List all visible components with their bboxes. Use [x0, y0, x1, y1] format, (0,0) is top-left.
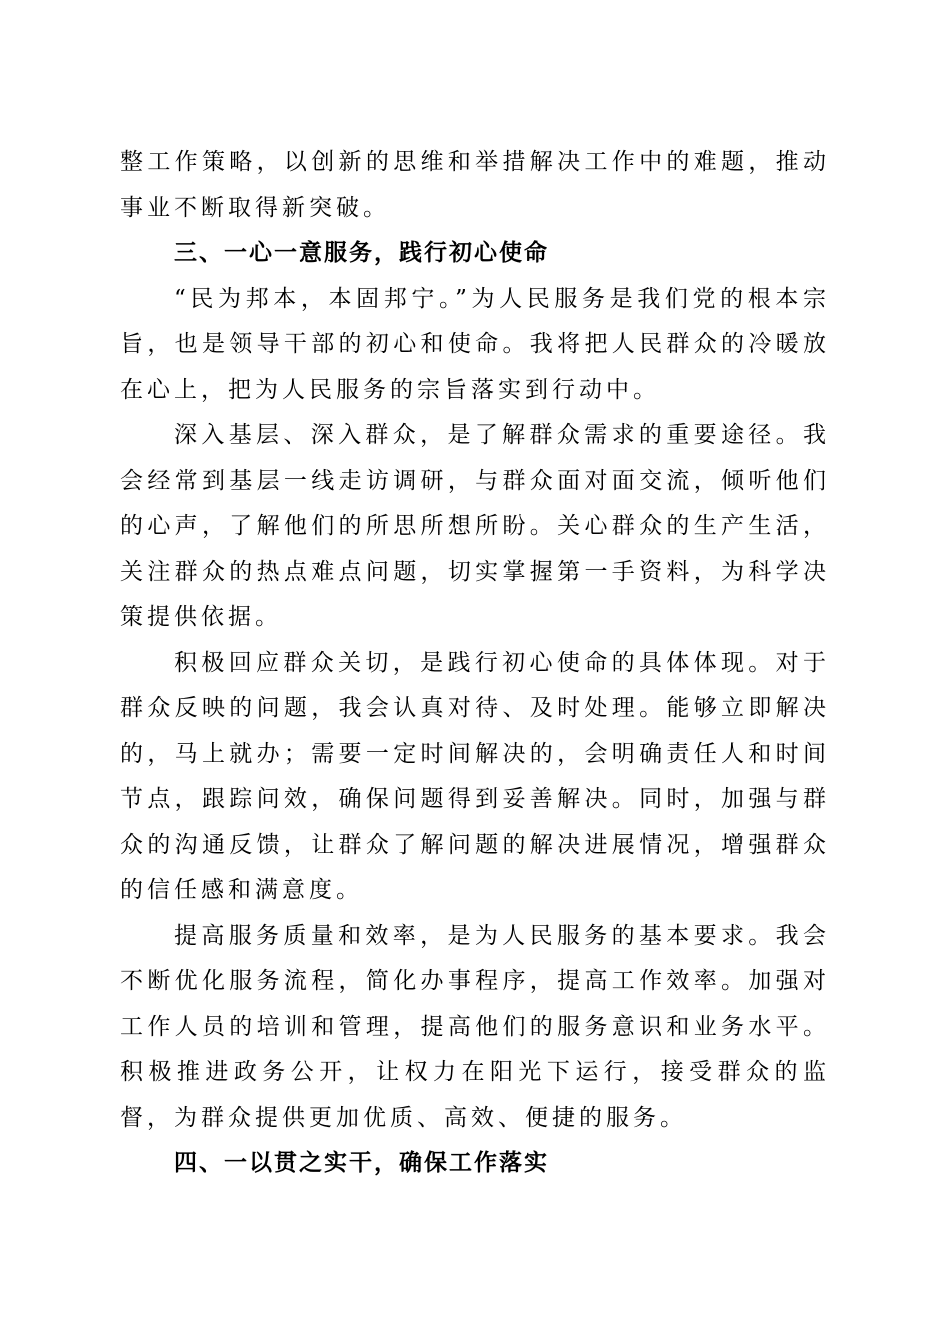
document-body [120, 140, 830, 1187]
paragraph-grassroots: 深入基层、深入群众，是了解群众需求的重要途径。我会经常到基层一线走访调研，与群众面对面交流，倾听他们的心声，了解他们的所思所想所盼。关心群众的生产生活，关注群众的热点难点问题，切实掌握第一手资料，为科学决策提供依据。 [120, 422, 830, 630]
paragraph-service-quality: 提高服务质量和效率，是为人民服务的基本要求。我会不断优化服务流程，简化办事程序，提高工作效率。加强对工作人员的培训和管理，提高他们的服务意识和业务水平。积极推进政务公开，让权力在阳光下运行，接受群众的监督，为群众提供更加优质、高效、便捷的服务。 [120, 922, 830, 1131]
paragraph-respond-concerns: 积极回应群众关切，是践行初心使命的具体体现。对于群众反映的问题，我会认真对待、及时处理。能够立即解决的，马上就办；需要一定时间解决的，会明确责任人和时间节点，跟踪问效，确保问题得到妥善解决。同时，加强与群众的沟通反馈，让群众了解问题的解决进展情况，增强群众的信任感和满意度。 [120, 649, 830, 903]
paragraph-continuation: 整工作策略，以创新的思维和举措解决工作中的难题，推动事业不断取得新突破。 [120, 149, 830, 221]
section-heading-four: 四、一以贯之实干，确保工作落实 [174, 1150, 549, 1176]
section-heading-three: 三、一心一意服务，践行初心使命 [174, 240, 549, 266]
paragraph-people-foundation: “民为邦本，本固邦宁。”为人民服务是我们党的根本宗旨，也是领导干部的初心和使命。我将把人民群众的冷暖放在心上，把为人民服务的宗旨落实到行动中。 [120, 285, 830, 403]
